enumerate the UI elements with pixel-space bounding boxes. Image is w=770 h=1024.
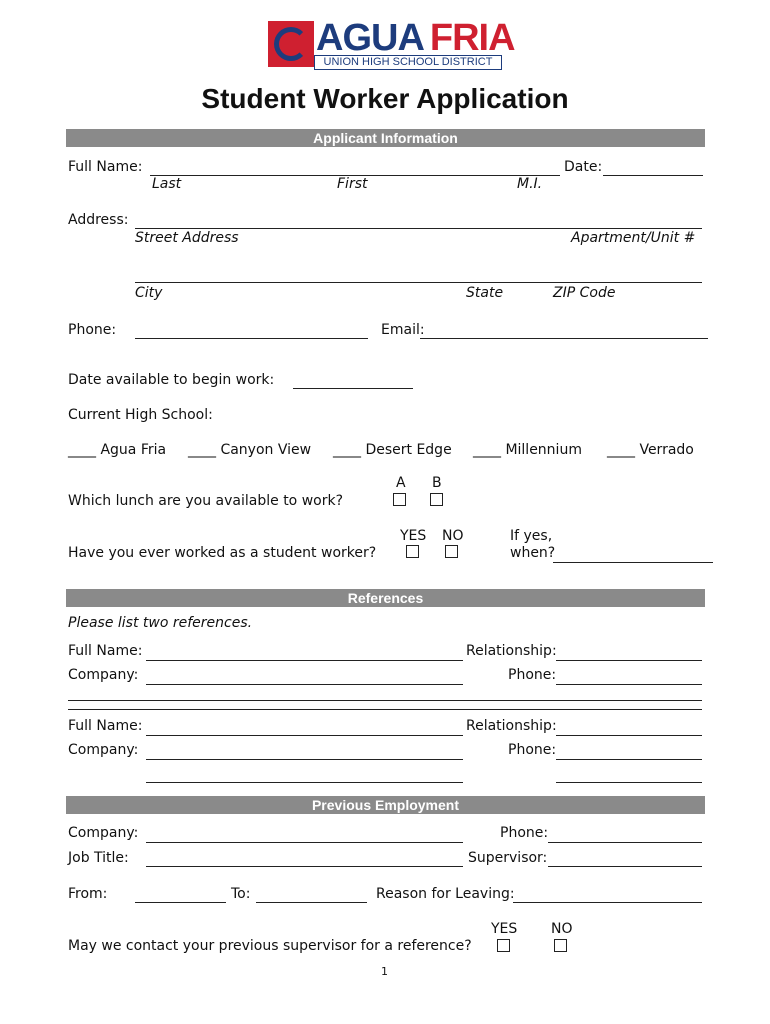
reason-field[interactable] xyxy=(513,902,702,903)
date-available-label: Date available to begin work: xyxy=(68,372,275,388)
zip-hint: ZIP Code xyxy=(553,285,616,301)
last-name-hint: Last xyxy=(152,176,182,192)
ref2-phone-label: Phone: xyxy=(508,742,557,758)
lunch-a-checkbox[interactable] xyxy=(393,493,406,506)
contact-no-label: NO xyxy=(551,921,573,937)
logo-subtitle: UNION HIGH SCHOOL DISTRICT xyxy=(314,55,502,70)
ref1-company-field[interactable] xyxy=(146,684,463,685)
ref2-extra-line-left[interactable] xyxy=(146,782,463,783)
school-option-desert-edge[interactable]: ____ Desert Edge xyxy=(333,442,452,458)
ref2-company-field[interactable] xyxy=(146,759,463,760)
ref1-phone-field[interactable] xyxy=(556,684,702,685)
supervisor-field[interactable] xyxy=(548,866,702,867)
job-title-label: Job Title: xyxy=(68,850,129,866)
city-state-zip-field[interactable] xyxy=(135,282,702,283)
mi-hint: M.I. xyxy=(517,176,543,192)
ref1-relationship-field[interactable] xyxy=(556,660,702,661)
ref2-relationship-field[interactable] xyxy=(556,735,702,736)
ref2-company-label: Company: xyxy=(68,742,139,758)
supervisor-label: Supervisor: xyxy=(468,850,548,866)
state-hint: State xyxy=(466,285,504,301)
worked-no-checkbox[interactable] xyxy=(445,545,458,558)
job-title-field[interactable] xyxy=(146,866,463,867)
logo-emblem-icon xyxy=(268,21,314,67)
section-header-applicant: Applicant Information xyxy=(66,129,705,147)
when-label: when? xyxy=(510,545,556,561)
logo-word-fria: FRIA xyxy=(429,17,515,59)
worked-question: Have you ever worked as a student worker? xyxy=(68,545,377,561)
date-label: Date: xyxy=(564,159,603,175)
employment-company-label: Company: xyxy=(68,825,139,841)
apartment-hint: Apartment/Unit # xyxy=(571,230,696,246)
ref2-full-name-label: Full Name: xyxy=(68,718,143,734)
school-option-verrado[interactable]: ____ Verrado xyxy=(607,442,694,458)
ref1-full-name-label: Full Name: xyxy=(68,643,143,659)
worked-no-label: NO xyxy=(442,528,464,544)
email-field[interactable] xyxy=(420,338,708,339)
to-label: To: xyxy=(231,886,251,902)
references-instruction: Please list two references. xyxy=(68,615,253,631)
ref2-full-name-field[interactable] xyxy=(146,735,463,736)
contact-yes-checkbox[interactable] xyxy=(497,939,510,952)
ref1-relationship-label: Relationship: xyxy=(466,643,557,659)
if-yes-label: If yes, xyxy=(510,528,553,544)
date-available-field[interactable] xyxy=(293,388,413,389)
worked-yes-checkbox[interactable] xyxy=(406,545,419,558)
street-address-hint: Street Address xyxy=(135,230,239,246)
page-title: Student Worker Application xyxy=(201,83,569,114)
ref1-extra-line[interactable] xyxy=(68,700,702,701)
school-option-canyon-view[interactable]: ____ Canyon View xyxy=(188,442,312,458)
ref2-phone-field[interactable] xyxy=(556,759,702,760)
lunch-question: Which lunch are you available to work? xyxy=(68,493,344,509)
ref2-relationship-label: Relationship: xyxy=(466,718,557,734)
ref1-phone-label: Phone: xyxy=(508,667,557,683)
city-hint: City xyxy=(135,285,163,301)
ref1-full-name-field[interactable] xyxy=(146,660,463,661)
section-header-employment: Previous Employment xyxy=(66,796,705,814)
school-option-millennium[interactable]: ____ Millennium xyxy=(473,442,582,458)
phone-label: Phone: xyxy=(68,322,117,338)
address-label: Address: xyxy=(68,212,129,228)
section-header-references: References xyxy=(66,589,705,607)
street-address-field[interactable] xyxy=(135,228,702,229)
from-label: From: xyxy=(68,886,108,902)
employment-phone-label: Phone: xyxy=(500,825,549,841)
full-name-label: Full Name: xyxy=(68,159,143,175)
ref2-extra-line-right[interactable] xyxy=(556,782,702,783)
employment-company-field[interactable] xyxy=(146,842,463,843)
contact-no-checkbox[interactable] xyxy=(554,939,567,952)
reason-label: Reason for Leaving: xyxy=(376,886,515,902)
ref1-company-label: Company: xyxy=(68,667,139,683)
school-option-agua-fria[interactable]: ____ Agua Fria xyxy=(68,442,167,458)
page-number: 1 xyxy=(381,965,388,978)
email-label: Email: xyxy=(381,322,425,338)
ref-divider-line xyxy=(68,709,702,710)
employment-phone-field[interactable] xyxy=(548,842,702,843)
current-school-label: Current High School: xyxy=(68,407,213,423)
when-field[interactable] xyxy=(553,562,713,563)
to-field[interactable] xyxy=(256,902,367,903)
lunch-b-label: B xyxy=(432,475,442,491)
logo-word-agua: AGUA xyxy=(316,17,424,59)
phone-field[interactable] xyxy=(135,338,368,339)
from-field[interactable] xyxy=(135,902,226,903)
contact-yes-label: YES xyxy=(491,921,518,937)
lunch-b-checkbox[interactable] xyxy=(430,493,443,506)
lunch-a-label: A xyxy=(396,475,406,491)
worked-yes-label: YES xyxy=(400,528,427,544)
contact-question: May we contact your previous supervisor for a reference? xyxy=(68,938,472,954)
first-name-hint: First xyxy=(337,176,368,192)
logo-wordmark xyxy=(316,18,515,58)
date-field[interactable] xyxy=(603,175,703,176)
